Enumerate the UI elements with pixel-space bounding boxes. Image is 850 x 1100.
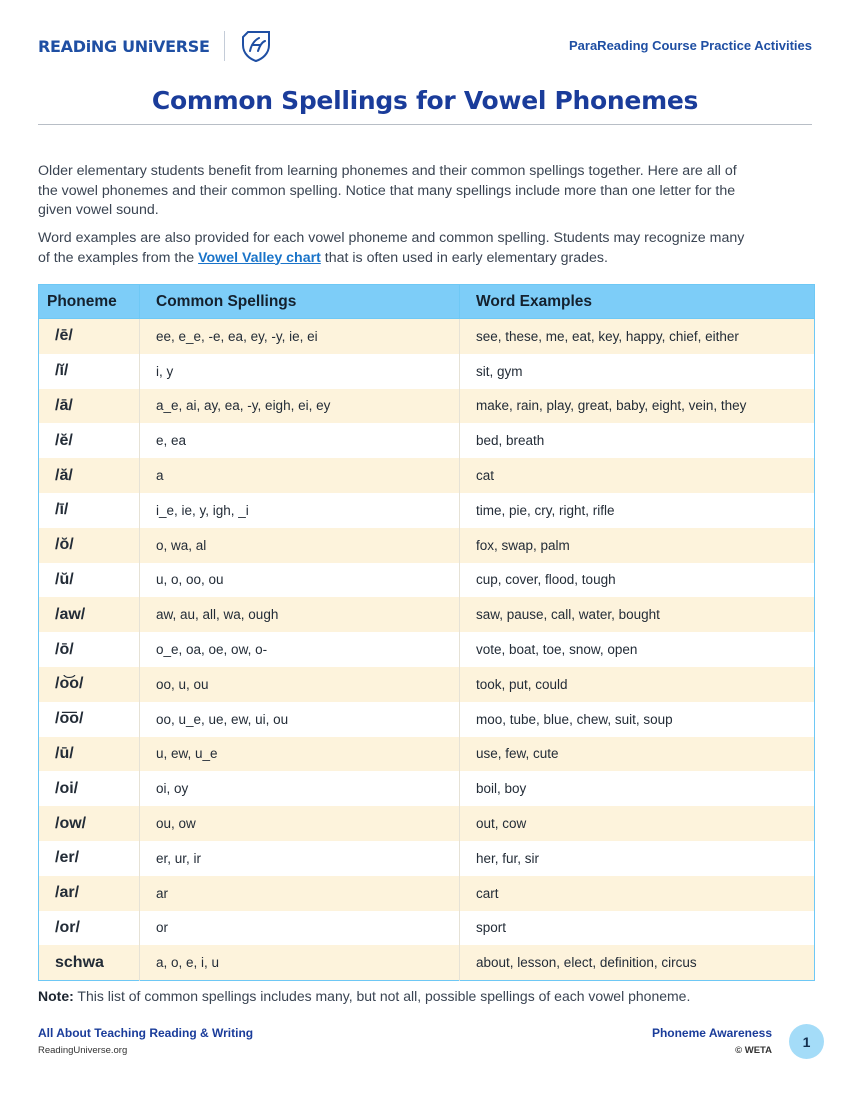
examples-cell: sit, gym	[460, 354, 815, 389]
spellings-cell: i, y	[140, 354, 460, 389]
table-row	[39, 597, 815, 632]
table-row	[39, 458, 815, 493]
table-row	[39, 771, 815, 806]
note-label: Note:	[38, 988, 74, 1004]
table-row	[39, 423, 815, 458]
examples-cell: vote, boat, toe, snow, open	[460, 632, 815, 667]
spellings-cell: ou, ow	[140, 806, 460, 841]
spellings-cell: o_e, oa, oe, ow, o-	[140, 632, 460, 667]
page-header	[38, 28, 812, 64]
spellings-cell: ee, e_e, -e, ea, ey, -y, ie, ei	[140, 319, 460, 354]
column-header-examples: Word Examples	[460, 285, 815, 319]
examples-cell: boil, boy	[460, 771, 815, 806]
examples-cell: saw, pause, call, water, bought	[460, 597, 815, 632]
aft-logo-icon	[239, 29, 273, 63]
phoneme-cell: /ī/	[39, 493, 140, 528]
examples-cell: took, put, could	[460, 667, 815, 702]
spellings-cell: o, wa, al	[140, 528, 460, 563]
phoneme-cell: /o͞o/	[39, 702, 140, 737]
vowel-valley-link[interactable]: Vowel Valley chart	[198, 249, 321, 266]
table-row	[39, 911, 815, 946]
footer-series-title: All About Teaching Reading & Writing	[38, 1026, 254, 1040]
footer-left	[38, 1026, 253, 1056]
phoneme-cell: /aw/	[39, 597, 140, 632]
logo-group	[38, 28, 273, 64]
phoneme-cell: /o͝o/	[39, 667, 140, 702]
examples-cell: cat	[460, 458, 815, 493]
table-row	[39, 702, 815, 737]
spellings-cell: u, ew, u_e	[140, 737, 460, 772]
phoneme-cell: /ū/	[39, 737, 140, 772]
title-divider	[38, 124, 812, 125]
phoneme-cell: /ă/	[39, 458, 140, 493]
logo-divider	[224, 31, 225, 61]
table-row	[39, 876, 815, 911]
spellings-cell: aw, au, all, wa, ough	[140, 597, 460, 632]
examples-cell: time, pie, cry, right, rifle	[460, 493, 815, 528]
footer-right	[652, 1026, 772, 1056]
spellings-cell: a	[140, 458, 460, 493]
intro-text-before: Word examples are also provided for each vowel phoneme and common spelling. Students may recognize many of the examples from the	[38, 230, 745, 266]
table-body	[39, 319, 815, 981]
examples-cell: her, fur, sir	[460, 841, 815, 876]
table-row	[39, 945, 815, 980]
table-row	[39, 493, 815, 528]
intro-text-after: that is often used in early elementary grades.	[320, 249, 608, 266]
footer-topic: Phoneme Awareness	[651, 1026, 772, 1040]
column-header-spellings: Common Spellings	[140, 285, 460, 319]
spellings-cell: oi, oy	[140, 771, 460, 806]
examples-cell: sport	[460, 911, 815, 946]
spellings-cell: u, o, oo, ou	[140, 563, 460, 598]
spellings-cell: oo, u_e, ue, ew, ui, ou	[140, 702, 460, 737]
examples-cell: cart	[460, 876, 815, 911]
phoneme-cell: /ŏ/	[39, 528, 140, 563]
examples-cell: see, these, me, eat, key, happy, chief, either	[460, 319, 815, 354]
reading-universe-logo: READiNG UNiVERSE	[38, 36, 210, 56]
phoneme-cell: /ā/	[39, 389, 140, 424]
phoneme-cell: /or/	[39, 911, 140, 946]
table-row	[39, 667, 815, 702]
intro-paragraph-chart	[38, 229, 750, 268]
table-row	[39, 737, 815, 772]
course-title: ParaReading Course Practice Activities	[568, 38, 812, 53]
spellings-cell: or	[140, 911, 460, 946]
table-row	[39, 841, 815, 876]
phoneme-cell: /er/	[39, 841, 140, 876]
note-text: This list of common spellings includes many, but not all, possible spellings of each vowel phoneme.	[73, 988, 691, 1004]
phoneme-cell: /ĕ/	[39, 423, 140, 458]
page-title: Common Spellings for Vowel Phonemes	[151, 86, 699, 115]
table-row	[39, 563, 815, 598]
spellings-cell: i_e, ie, y, igh, _i	[140, 493, 460, 528]
examples-cell: fox, swap, palm	[460, 528, 815, 563]
table-row	[39, 806, 815, 841]
phoneme-cell: /ĭ/	[39, 354, 140, 389]
column-header-phoneme: Phoneme	[39, 285, 140, 319]
phoneme-cell: /oi/	[39, 771, 140, 806]
table-row	[39, 389, 815, 424]
phoneme-cell: /ow/	[39, 806, 140, 841]
phoneme-cell: /ŭ/	[39, 563, 140, 598]
spellings-cell: er, ur, ir	[140, 841, 460, 876]
examples-cell: about, lesson, elect, definition, circus	[460, 945, 815, 980]
page-number-badge: 1	[789, 1024, 824, 1059]
spellings-cell: oo, u, ou	[140, 667, 460, 702]
table-row	[39, 319, 815, 354]
spellings-cell: a_e, ai, ay, ea, -y, eigh, ei, ey	[140, 389, 460, 424]
table-row	[39, 632, 815, 667]
examples-cell: out, cow	[460, 806, 815, 841]
note	[38, 988, 690, 1004]
table-row	[39, 354, 815, 389]
table-row	[39, 528, 815, 563]
phoneme-cell: schwa	[39, 945, 140, 980]
intro-paragraph: Older elementary students benefit from learning phonemes and their common spellings together. Here are all of the vowel phonemes and their common spelling. Notice that many spellings include more than one letter for the given vowel sound.	[38, 163, 737, 218]
spellings-cell: e, ea	[140, 423, 460, 458]
examples-cell: bed, breath	[460, 423, 815, 458]
phoneme-cell: /ō/	[39, 632, 140, 667]
examples-cell: cup, cover, flood, tough	[460, 563, 815, 598]
spellings-cell: a, o, e, i, u	[140, 945, 460, 980]
vowel-phonemes-table	[38, 284, 815, 981]
phoneme-cell: /ar/	[39, 876, 140, 911]
spellings-cell: ar	[140, 876, 460, 911]
footer-website: ReadingUniverse.org	[38, 1045, 128, 1056]
table-header-row	[39, 285, 815, 319]
examples-cell: moo, tube, blue, chew, suit, soup	[460, 702, 815, 737]
phoneme-cell: /ē/	[39, 319, 140, 354]
examples-cell: make, rain, play, great, baby, eight, vein, they	[460, 389, 815, 424]
footer-copyright: © WETA	[735, 1045, 772, 1056]
examples-cell: use, few, cute	[460, 737, 815, 772]
